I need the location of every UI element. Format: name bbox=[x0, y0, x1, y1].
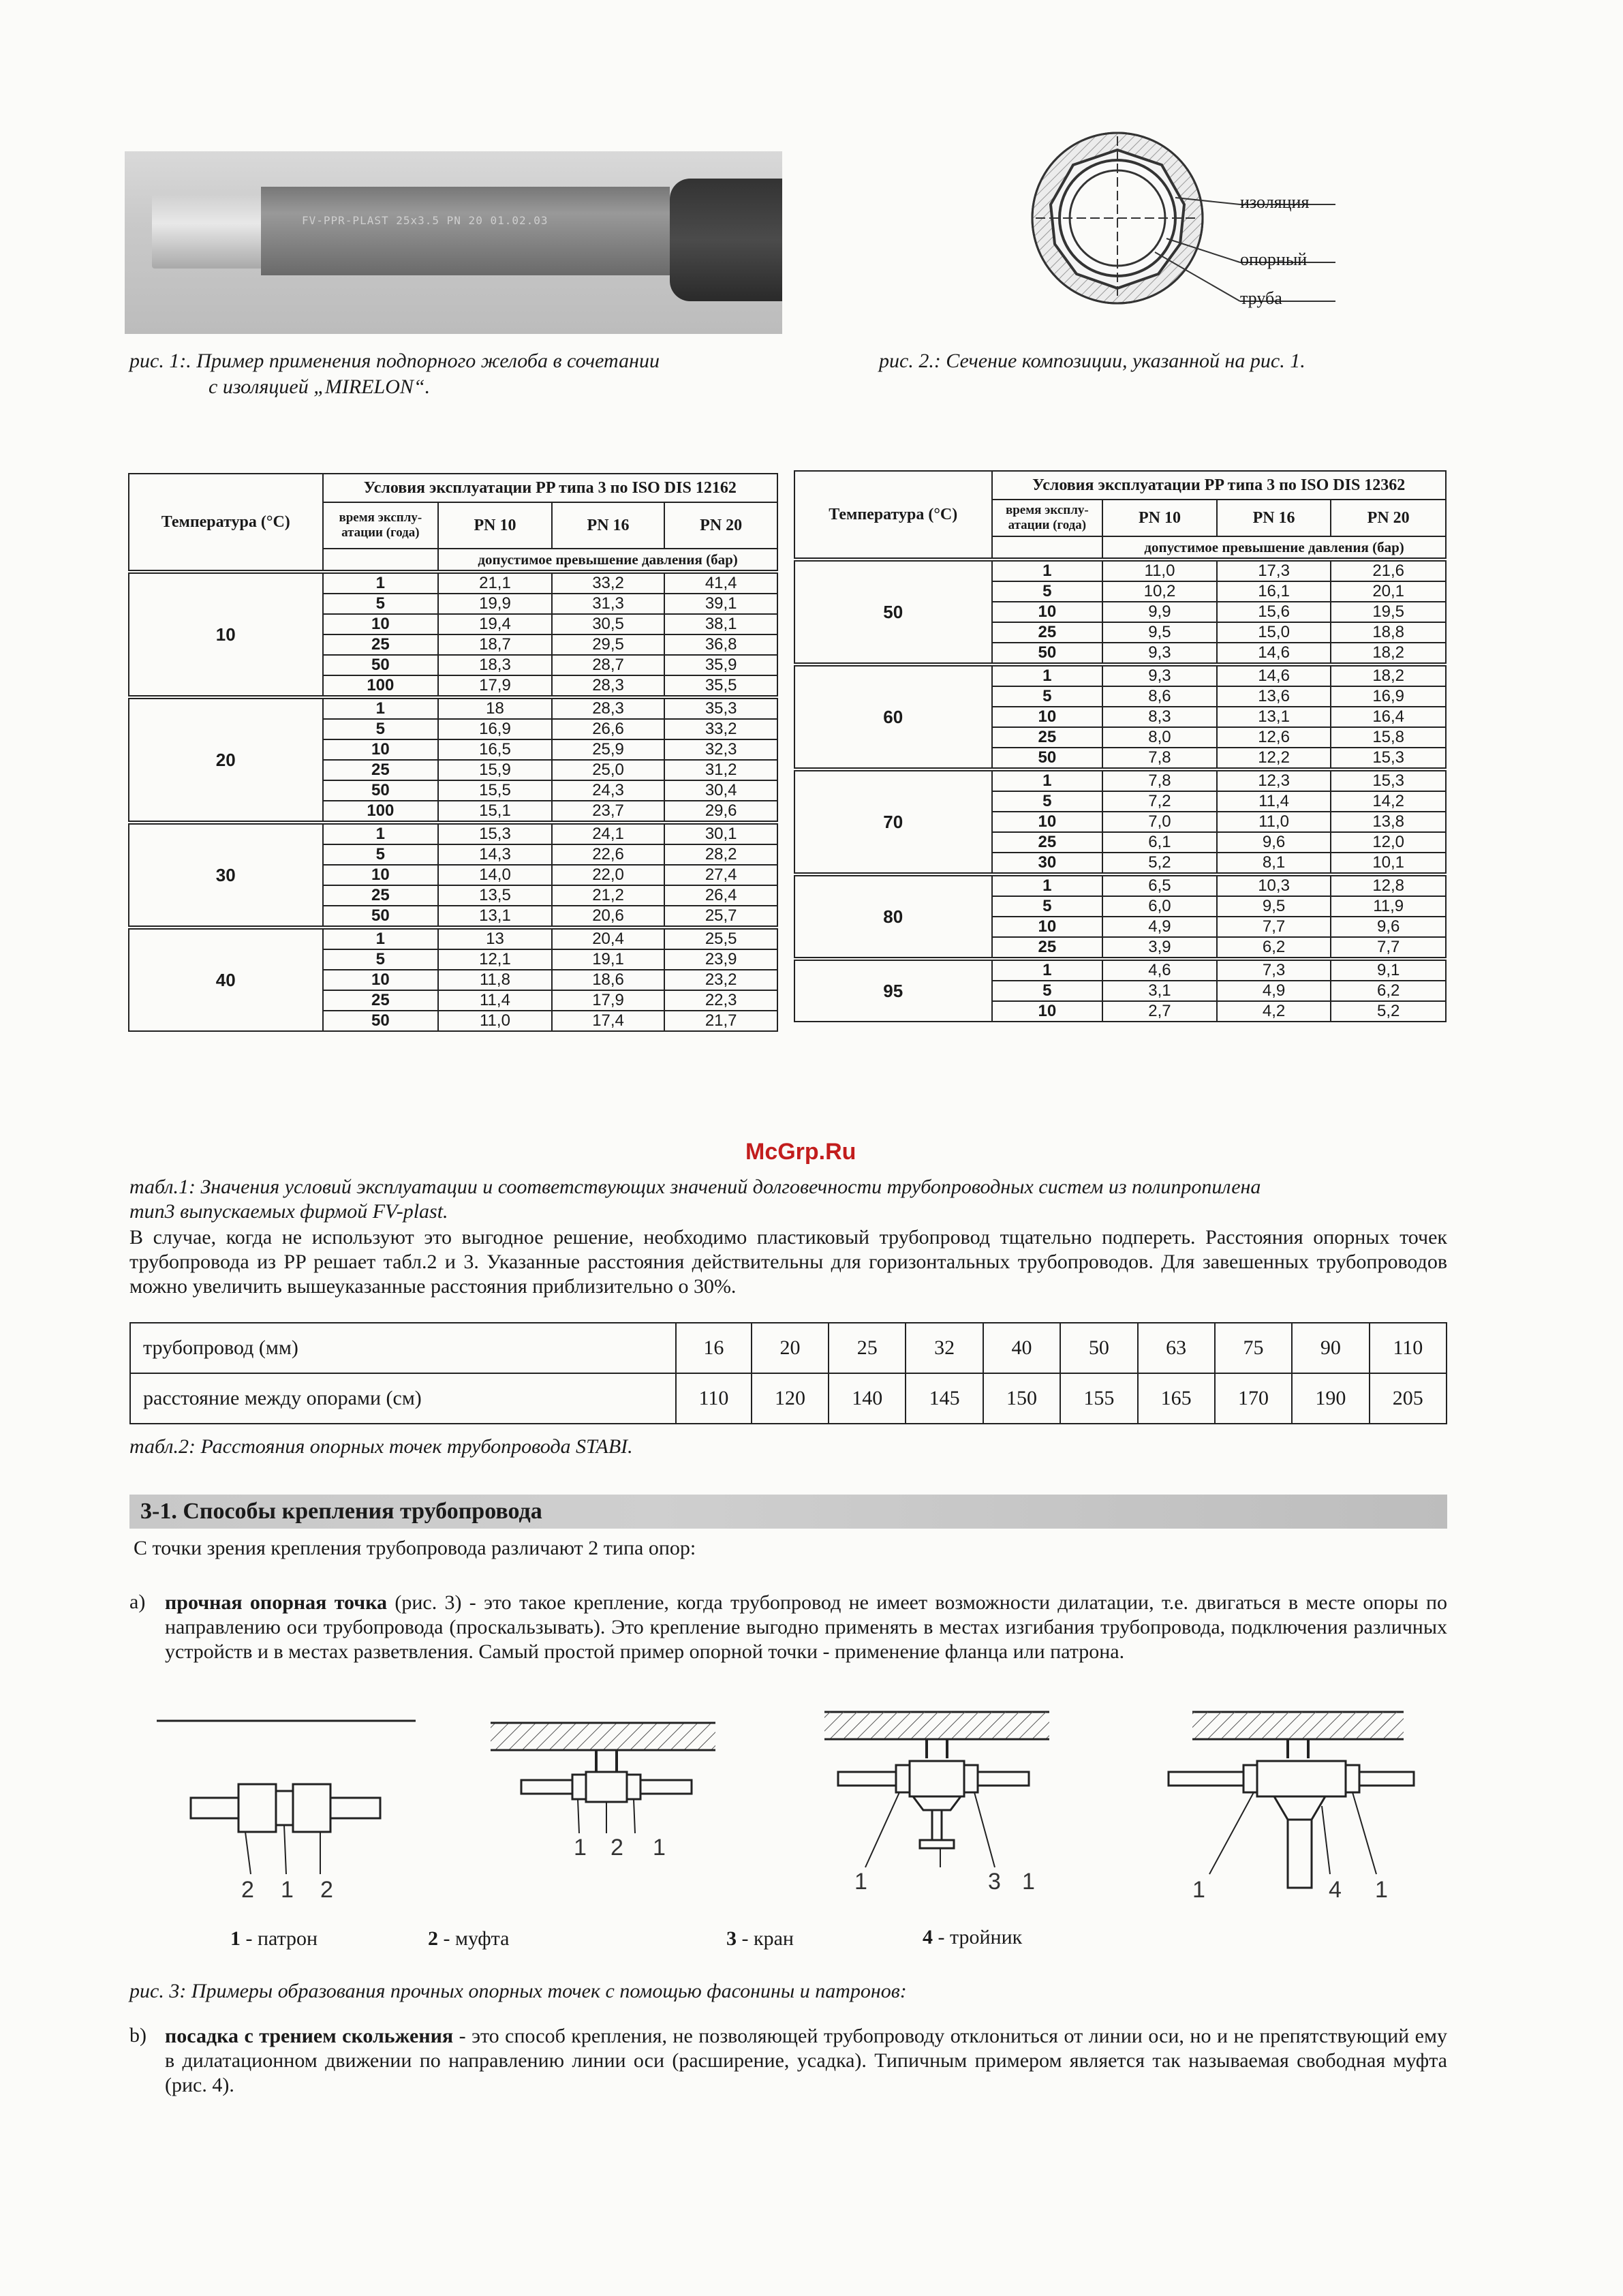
years-cell: 10 bbox=[323, 739, 439, 760]
table2-cell: 63 bbox=[1138, 1323, 1215, 1373]
years-cell: 1 bbox=[323, 823, 439, 844]
years-cell: 1 bbox=[992, 769, 1103, 791]
pressure-cell: 15,5 bbox=[438, 780, 552, 801]
years-cell: 5 bbox=[992, 686, 1103, 707]
pressure-cell: 36,8 bbox=[664, 634, 777, 655]
legend-muff: 2 - муфта bbox=[428, 1927, 510, 1950]
table-row bbox=[794, 769, 1446, 791]
pressure-cell: 28,7 bbox=[552, 655, 665, 675]
pn10-header: PN 10 bbox=[1102, 500, 1217, 536]
table2 bbox=[129, 1322, 1447, 1424]
pressure-cell: 16,1 bbox=[1217, 581, 1331, 602]
intro-text: С точки зрения крепления трубопровода различают 2 типа опор: bbox=[134, 1537, 696, 1559]
pressure-cell: 21,7 bbox=[664, 1011, 777, 1031]
pressure-cell: 17,9 bbox=[438, 675, 552, 697]
pressure-cell: 6,1 bbox=[1102, 832, 1217, 853]
pressure-cell: 22,3 bbox=[664, 990, 777, 1011]
pressure-cell: 19,9 bbox=[438, 594, 552, 614]
table1-left bbox=[128, 473, 778, 1032]
table1-caption-line1: табл.1: Значения условий эксплуатации и соответствующих значений долговечности трубопроводных систем из полипропилена bbox=[129, 1176, 1261, 1198]
years-cell: 25 bbox=[323, 760, 439, 780]
pressure-cell: 11,8 bbox=[438, 970, 552, 990]
pressure-cell: 24,3 bbox=[552, 780, 665, 801]
pipe-marking: FV-PPR-PLAST 25x3.5 PN 20 01.02.03 bbox=[302, 214, 548, 227]
table2-cell: 190 bbox=[1292, 1373, 1369, 1424]
table2-cell: 170 bbox=[1215, 1373, 1292, 1424]
pressure-cell: 16,5 bbox=[438, 739, 552, 760]
pressure-cell: 25,0 bbox=[552, 760, 665, 780]
pressure-cell: 28,3 bbox=[552, 697, 665, 719]
years-cell: 25 bbox=[992, 832, 1103, 853]
fig3-variant-b bbox=[491, 1723, 715, 1833]
pressure-cell: 4,9 bbox=[1102, 917, 1217, 937]
temperature-header: Температура (°C) bbox=[129, 474, 323, 572]
table2-cell: 75 bbox=[1215, 1323, 1292, 1373]
pressure-cell: 16,4 bbox=[1331, 707, 1446, 727]
item-a-text bbox=[165, 1591, 1447, 1664]
fig3-variant-d bbox=[1169, 1712, 1414, 1888]
pressure-cell: 28,2 bbox=[664, 844, 777, 865]
pressure-cell: 19,4 bbox=[438, 614, 552, 634]
years-cell: 5 bbox=[323, 594, 439, 614]
paragraph-support-distances: В случае, когда не используют это выгодное решение, необходимо пластиковый трубопровод тщательно подпереть. Расстояния опорных точек трубопровода из PP решает табл.2 и 3. Указанные расстояния действительны для горизонтальных трубопроводов. Для завешенных трубопроводов можно увеличить вышеуказанные расстояния приблизительно о 30%. bbox=[129, 1226, 1447, 1298]
fig1-caption-line2: с изоляцией „MIRELON“. bbox=[208, 376, 431, 398]
table-row bbox=[129, 697, 777, 719]
table2-label: трубопровод (мм) bbox=[130, 1323, 676, 1373]
pressure-cell: 33,2 bbox=[552, 572, 665, 594]
years-cell: 1 bbox=[323, 697, 439, 719]
temperature-cell: 70 bbox=[794, 769, 992, 874]
pressure-cell: 15,3 bbox=[1331, 769, 1446, 791]
label-support: опорный bbox=[1240, 249, 1308, 269]
pressure-cell: 14,0 bbox=[438, 865, 552, 885]
pressure-cell: 31,2 bbox=[664, 760, 777, 780]
fig3a-num: 2 bbox=[320, 1877, 333, 1903]
pressure-cell: 41,4 bbox=[664, 572, 777, 594]
pressure-cell: 22,0 bbox=[552, 865, 665, 885]
years-cell: 10 bbox=[992, 707, 1103, 727]
years-cell: 25 bbox=[323, 990, 439, 1011]
pressure-cell: 29,6 bbox=[664, 801, 777, 823]
pressure-cell: 7,8 bbox=[1102, 748, 1217, 769]
pressure-cell: 8,1 bbox=[1217, 853, 1331, 874]
pressure-cell: 7,8 bbox=[1102, 769, 1217, 791]
pressure-cell: 24,1 bbox=[552, 823, 665, 844]
table2-label: расстояние между опорами (см) bbox=[130, 1373, 676, 1424]
pressure-cell: 8,0 bbox=[1102, 727, 1217, 748]
time-header: время эксплу-атации (года) bbox=[323, 502, 439, 549]
pressure-cell: 13,1 bbox=[1217, 707, 1331, 727]
fig3c-num: 3 bbox=[988, 1869, 1001, 1895]
years-cell: 5 bbox=[323, 949, 439, 970]
years-cell: 5 bbox=[992, 896, 1103, 917]
years-cell: 5 bbox=[323, 844, 439, 865]
table-title: Условия эксплуатации PP типа 3 по ISO DIS 12362 bbox=[992, 471, 1447, 500]
table2-cell: 90 bbox=[1292, 1323, 1369, 1373]
temperature-cell: 95 bbox=[794, 959, 992, 1022]
years-cell: 50 bbox=[323, 906, 439, 928]
temperature-cell: 10 bbox=[129, 572, 323, 697]
pressure-cell: 20,4 bbox=[552, 928, 665, 949]
years-cell: 30 bbox=[992, 853, 1103, 874]
pressure-subheader: допустимое превышение давления (бар) bbox=[438, 549, 777, 572]
pressure-cell: 25,9 bbox=[552, 739, 665, 760]
pressure-cell: 30,5 bbox=[552, 614, 665, 634]
temperature-cell: 30 bbox=[129, 823, 323, 928]
table2-cell: 150 bbox=[983, 1373, 1060, 1424]
table2-caption: табл.2: Расстояния опорных точек трубопровода STABI. bbox=[129, 1435, 633, 1458]
pressure-cell: 32,3 bbox=[664, 739, 777, 760]
pressure-cell: 18,2 bbox=[1331, 664, 1446, 686]
table-title: Условия эксплуатации PP типа 3 по ISO DIS 12162 bbox=[323, 474, 777, 502]
pressure-cell: 5,2 bbox=[1331, 1001, 1446, 1022]
pressure-cell: 11,0 bbox=[1217, 812, 1331, 832]
years-cell: 10 bbox=[992, 602, 1103, 622]
pressure-cell: 35,5 bbox=[664, 675, 777, 697]
pressure-cell: 6,2 bbox=[1331, 981, 1446, 1001]
years-cell: 10 bbox=[323, 614, 439, 634]
years-cell: 5 bbox=[323, 719, 439, 739]
table2-cell: 110 bbox=[1370, 1323, 1447, 1373]
pressure-cell: 12,1 bbox=[438, 949, 552, 970]
pressure-cell: 11,4 bbox=[438, 990, 552, 1011]
pressure-cell: 6,2 bbox=[1217, 937, 1331, 959]
fig3a-num: 2 bbox=[241, 1877, 254, 1903]
fig3b-num: 2 bbox=[610, 1835, 623, 1861]
pipe-photo bbox=[125, 151, 782, 334]
table-row bbox=[794, 560, 1446, 581]
years-cell: 50 bbox=[992, 643, 1103, 664]
years-cell: 1 bbox=[992, 874, 1103, 896]
fig3c-num: 1 bbox=[854, 1869, 867, 1895]
pressure-cell: 9,9 bbox=[1102, 602, 1217, 622]
section-title: 3-1. Способы крепления трубопровода bbox=[140, 1499, 542, 1524]
pressure-cell: 20,6 bbox=[552, 906, 665, 928]
item-b-marker: b) bbox=[129, 2024, 146, 2047]
pressure-cell: 23,9 bbox=[664, 949, 777, 970]
pressure-cell: 9,6 bbox=[1331, 917, 1446, 937]
pressure-cell: 18,7 bbox=[438, 634, 552, 655]
fig3-variant-a bbox=[157, 1721, 416, 1874]
pressure-cell: 3,9 bbox=[1102, 937, 1217, 959]
table2-cell: 165 bbox=[1138, 1373, 1215, 1424]
pressure-cell: 15,6 bbox=[1217, 602, 1331, 622]
fig3-caption: рис. 3: Примеры образования прочных опорных точек с помощью фасонины и патронов: bbox=[129, 1980, 907, 2002]
pressure-cell: 38,1 bbox=[664, 614, 777, 634]
years-cell: 10 bbox=[992, 917, 1103, 937]
pressure-cell: 15,0 bbox=[1217, 622, 1331, 643]
years-cell: 50 bbox=[992, 748, 1103, 769]
pressure-cell: 16,9 bbox=[1331, 686, 1446, 707]
pressure-cell: 39,1 bbox=[664, 594, 777, 614]
label-insulation: изоляция bbox=[1240, 192, 1310, 212]
pressure-cell: 17,9 bbox=[552, 990, 665, 1011]
watermark: McGrp.Ru bbox=[745, 1139, 856, 1165]
pressure-cell: 17,4 bbox=[552, 1011, 665, 1031]
pressure-cell: 9,5 bbox=[1217, 896, 1331, 917]
insulation-foam bbox=[670, 179, 782, 301]
table2-cell: 110 bbox=[676, 1373, 752, 1424]
table-row bbox=[794, 874, 1446, 896]
pressure-cell: 16,9 bbox=[438, 719, 552, 739]
pressure-cell: 18,6 bbox=[552, 970, 665, 990]
table-row bbox=[794, 664, 1446, 686]
pressure-cell: 4,6 bbox=[1102, 959, 1217, 981]
fig3b-num: 1 bbox=[574, 1835, 587, 1861]
pressure-cell: 25,5 bbox=[664, 928, 777, 949]
pressure-cell: 3,1 bbox=[1102, 981, 1217, 1001]
pressure-cell: 10,3 bbox=[1217, 874, 1331, 896]
pressure-cell: 23,2 bbox=[664, 970, 777, 990]
years-cell: 1 bbox=[992, 664, 1103, 686]
legend-tee: 4 - тройник bbox=[923, 1926, 1023, 1948]
item-a-term: прочная опорная точка bbox=[165, 1591, 388, 1614]
pressure-cell: 9,3 bbox=[1102, 664, 1217, 686]
table-row bbox=[129, 928, 777, 949]
section-banner bbox=[129, 1495, 1447, 1529]
pressure-cell: 18,2 bbox=[1331, 643, 1446, 664]
table2-row-distance bbox=[130, 1373, 1447, 1424]
years-cell: 50 bbox=[323, 655, 439, 675]
pressure-cell: 18 bbox=[438, 697, 552, 719]
item-b-term: посадка с трением скольжения bbox=[165, 2025, 454, 2047]
pn20-header: PN 20 bbox=[1331, 500, 1446, 536]
legend-tap: 3 - кран bbox=[726, 1927, 794, 1950]
pressure-cell: 12,0 bbox=[1331, 832, 1446, 853]
pressure-cell: 4,9 bbox=[1217, 981, 1331, 1001]
pressure-cell: 18,3 bbox=[438, 655, 552, 675]
temperature-cell: 20 bbox=[129, 697, 323, 823]
pressure-cell: 22,6 bbox=[552, 844, 665, 865]
fig1-caption-line1: рис. 1:. Пример применения подпорного желоба в сочетании bbox=[129, 350, 660, 372]
years-cell: 5 bbox=[992, 981, 1103, 1001]
pressure-cell: 9,5 bbox=[1102, 622, 1217, 643]
pipe bbox=[261, 187, 670, 275]
pressure-cell: 11,4 bbox=[1217, 791, 1331, 812]
pressure-cell: 6,5 bbox=[1102, 874, 1217, 896]
pressure-cell: 20,1 bbox=[1331, 581, 1446, 602]
pressure-cell: 17,3 bbox=[1217, 560, 1331, 581]
years-cell: 1 bbox=[323, 928, 439, 949]
pressure-cell: 13,6 bbox=[1217, 686, 1331, 707]
table-row bbox=[129, 823, 777, 844]
fig3-variant-c bbox=[824, 1712, 1049, 1867]
pressure-cell: 21,2 bbox=[552, 885, 665, 906]
pressure-cell: 13,8 bbox=[1331, 812, 1446, 832]
pressure-cell: 14,2 bbox=[1331, 791, 1446, 812]
pressure-cell: 10,1 bbox=[1331, 853, 1446, 874]
table2-cell: 50 bbox=[1060, 1323, 1137, 1373]
years-cell: 5 bbox=[992, 581, 1103, 602]
years-cell: 1 bbox=[992, 959, 1103, 981]
cross-section-diagram bbox=[1022, 123, 1431, 341]
pressure-cell: 11,0 bbox=[1102, 560, 1217, 581]
pressure-cell: 7,3 bbox=[1217, 959, 1331, 981]
pressure-cell: 15,3 bbox=[1331, 748, 1446, 769]
years-cell: 10 bbox=[992, 1001, 1103, 1022]
pressure-cell: 21,1 bbox=[438, 572, 552, 594]
pressure-cell: 2,7 bbox=[1102, 1001, 1217, 1022]
pressure-cell: 15,8 bbox=[1331, 727, 1446, 748]
pressure-cell: 35,3 bbox=[664, 697, 777, 719]
years-cell: 25 bbox=[992, 622, 1103, 643]
table2-cell: 155 bbox=[1060, 1373, 1137, 1424]
temperature-cell: 60 bbox=[794, 664, 992, 769]
fig3-drawings bbox=[136, 1704, 1458, 1929]
pressure-cell: 10,2 bbox=[1102, 581, 1217, 602]
pressure-cell: 12,8 bbox=[1331, 874, 1446, 896]
table2-cell: 32 bbox=[906, 1323, 983, 1373]
pressure-cell: 9,1 bbox=[1331, 959, 1446, 981]
temperature-cell: 80 bbox=[794, 874, 992, 959]
item-b-body: - это способ крепления, не позволяющей трубопроводу отклониться от линии оси, но и не препятствующий ему в дилатационном движении по направлению линии оси (расширение, усадка). Типичным примером является так называемая свободная муфта (рис. 4). bbox=[165, 2025, 1447, 2096]
pressure-cell: 13,1 bbox=[438, 906, 552, 928]
pressure-cell: 14,6 bbox=[1217, 643, 1331, 664]
table2-cell: 20 bbox=[752, 1323, 829, 1373]
years-cell: 5 bbox=[992, 791, 1103, 812]
pressure-cell: 18,8 bbox=[1331, 622, 1446, 643]
fig3b-num: 1 bbox=[653, 1835, 666, 1861]
pressure-cell: 7,0 bbox=[1102, 812, 1217, 832]
pressure-cell: 7,7 bbox=[1331, 937, 1446, 959]
pressure-cell: 13 bbox=[438, 928, 552, 949]
table2-cell: 205 bbox=[1370, 1373, 1447, 1424]
item-a-body: (рис. 3) - это такое крепление, когда трубопровод не имеет возможности дилатации, т.е. двигаться в месте опоры по направлению оси трубопровода (проскальзывать). Это крепление выгодно применять в местах изгибания трубопровода, подключения различных устройств и в местах разветвления. Самый простой пример опорной точки - применение фланца или патрона. bbox=[165, 1591, 1447, 1663]
time-header: время эксплу-атации (года) bbox=[992, 500, 1103, 536]
table1-caption-line2: тип3 выпускаемых фирмой FV-plast. bbox=[129, 1200, 448, 1223]
item-b-text bbox=[165, 2024, 1447, 2098]
years-cell: 25 bbox=[323, 885, 439, 906]
item-a-marker: a) bbox=[129, 1591, 146, 1613]
years-cell: 100 bbox=[323, 675, 439, 697]
pressure-cell: 9,6 bbox=[1217, 832, 1331, 853]
fig3a-num: 1 bbox=[281, 1877, 294, 1903]
legend-patron: 1 - патрон bbox=[230, 1927, 318, 1950]
pn20-header: PN 20 bbox=[664, 502, 777, 549]
pressure-cell: 29,5 bbox=[552, 634, 665, 655]
temperature-header: Температура (°C) bbox=[794, 471, 992, 560]
years-cell: 10 bbox=[323, 865, 439, 885]
pressure-cell: 27,4 bbox=[664, 865, 777, 885]
years-cell: 10 bbox=[992, 812, 1103, 832]
pressure-cell: 8,3 bbox=[1102, 707, 1217, 727]
pressure-cell: 33,2 bbox=[664, 719, 777, 739]
fig2-caption: рис. 2.: Сечение композиции, указанной на рис. 1. bbox=[879, 350, 1305, 372]
table2-cell: 140 bbox=[829, 1373, 906, 1424]
table-row bbox=[129, 572, 777, 594]
fig3d-num: 1 bbox=[1192, 1877, 1205, 1903]
fig3d-num: 1 bbox=[1375, 1877, 1388, 1903]
pressure-cell: 4,2 bbox=[1217, 1001, 1331, 1022]
pressure-cell: 30,4 bbox=[664, 780, 777, 801]
temperature-cell: 40 bbox=[129, 928, 323, 1031]
pressure-cell: 6,0 bbox=[1102, 896, 1217, 917]
table2-cell: 145 bbox=[906, 1373, 983, 1424]
pressure-cell: 7,2 bbox=[1102, 791, 1217, 812]
pn16-header: PN 16 bbox=[1217, 500, 1331, 536]
pressure-cell: 14,6 bbox=[1217, 664, 1331, 686]
pn10-header: PN 10 bbox=[438, 502, 552, 549]
table2-cell: 120 bbox=[752, 1373, 829, 1424]
fig3d-num: 4 bbox=[1329, 1877, 1342, 1903]
pressure-cell: 25,7 bbox=[664, 906, 777, 928]
table-row bbox=[794, 959, 1446, 981]
pressure-cell: 11,9 bbox=[1331, 896, 1446, 917]
pressure-cell: 14,3 bbox=[438, 844, 552, 865]
years-cell: 50 bbox=[323, 1011, 439, 1031]
pressure-cell: 12,3 bbox=[1217, 769, 1331, 791]
temperature-cell: 50 bbox=[794, 560, 992, 664]
table2-cell: 40 bbox=[983, 1323, 1060, 1373]
table1-right bbox=[794, 470, 1447, 1022]
pressure-cell: 35,9 bbox=[664, 655, 777, 675]
fig3c-num: 1 bbox=[1022, 1869, 1035, 1895]
pressure-cell: 28,3 bbox=[552, 675, 665, 697]
years-cell: 50 bbox=[323, 780, 439, 801]
pn16-header: PN 16 bbox=[552, 502, 665, 549]
years-cell: 25 bbox=[992, 727, 1103, 748]
pressure-cell: 8,6 bbox=[1102, 686, 1217, 707]
table2-cell: 25 bbox=[829, 1323, 906, 1373]
table2-cell: 16 bbox=[676, 1323, 752, 1373]
pressure-cell: 5,2 bbox=[1102, 853, 1217, 874]
years-cell: 10 bbox=[323, 970, 439, 990]
pressure-cell: 26,6 bbox=[552, 719, 665, 739]
pressure-cell: 19,5 bbox=[1331, 602, 1446, 622]
pressure-cell: 15,1 bbox=[438, 801, 552, 823]
years-cell: 1 bbox=[992, 560, 1103, 581]
pressure-cell: 31,3 bbox=[552, 594, 665, 614]
pressure-cell: 13,5 bbox=[438, 885, 552, 906]
years-cell: 1 bbox=[323, 572, 439, 594]
table2-row-diameter bbox=[130, 1323, 1447, 1373]
pressure-cell: 23,7 bbox=[552, 801, 665, 823]
years-cell: 100 bbox=[323, 801, 439, 823]
pressure-cell: 26,4 bbox=[664, 885, 777, 906]
pressure-cell: 21,6 bbox=[1331, 560, 1446, 581]
pressure-cell: 12,6 bbox=[1217, 727, 1331, 748]
pressure-cell: 7,7 bbox=[1217, 917, 1331, 937]
pressure-cell: 12,2 bbox=[1217, 748, 1331, 769]
pressure-cell: 19,1 bbox=[552, 949, 665, 970]
pressure-cell: 30,1 bbox=[664, 823, 777, 844]
pressure-cell: 15,3 bbox=[438, 823, 552, 844]
years-cell: 25 bbox=[323, 634, 439, 655]
label-pipe: труба bbox=[1240, 288, 1282, 308]
pressure-cell: 15,9 bbox=[438, 760, 552, 780]
pressure-cell: 9,3 bbox=[1102, 643, 1217, 664]
years-cell: 25 bbox=[992, 937, 1103, 959]
pressure-cell: 11,0 bbox=[438, 1011, 552, 1031]
pressure-subheader: допустимое превышение давления (бар) bbox=[1102, 536, 1446, 560]
